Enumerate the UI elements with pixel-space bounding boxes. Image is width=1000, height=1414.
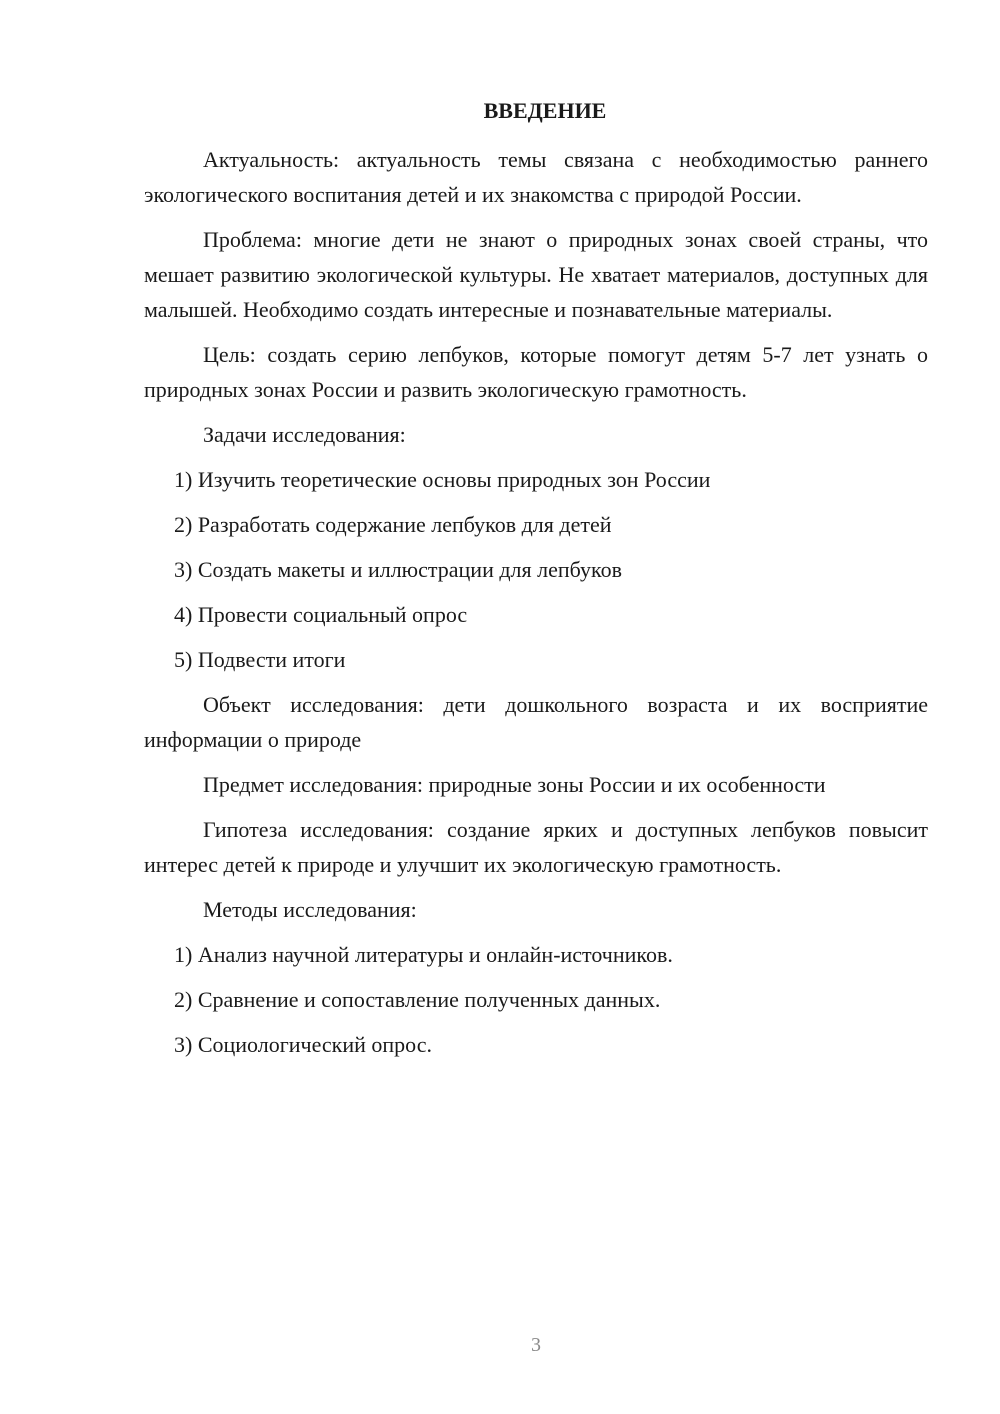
tasks-title: Задачи исследования: — [203, 422, 406, 447]
document-page — [144, 96, 928, 1072]
tasks-list — [144, 462, 928, 677]
task-item: 1) Изучить теоретические основы природных зон России — [174, 467, 711, 492]
method-item: 2) Сравнение и сопоставление полученных данных. — [174, 987, 661, 1012]
method-item: 1) Анализ научной литературы и онлайн-источников. — [174, 942, 673, 967]
method-item: 3) Социологический опрос. — [174, 1032, 432, 1057]
relevance-paragraph: Актуальность: актуальность темы связана с необходимостью раннего экологического воспитания детей и их знакомства с природой России. — [144, 147, 928, 207]
object-paragraph: Объект исследования: дети дошкольного возраста и их восприятие информации о природе — [144, 692, 928, 752]
methods-list — [144, 937, 928, 1062]
task-item: 3) Создать макеты и иллюстрации для лепбуков — [174, 557, 622, 582]
task-item: 4) Провести социальный опрос — [174, 602, 468, 627]
section-heading: ВВЕДЕНИЕ — [483, 98, 607, 123]
problem-paragraph: Проблема: многие дети не знают о природных зонах своей страны, что мешает развитию экологической культуры. Не хватает материалов, доступных для малышей. Необходимо создать интересные и познавательные материалы. — [144, 227, 928, 322]
methods-title: Методы исследования: — [203, 897, 417, 922]
task-item: 2) Разработать содержание лепбуков для детей — [174, 512, 612, 537]
goal-paragraph: Цель: создать серию лепбуков, которые помогут детям 5-7 лет узнать о природных зонах России и развить экологическую грамотность. — [144, 342, 928, 402]
page-number: 3 — [531, 1334, 541, 1356]
subject-paragraph: Предмет исследования: природные зоны России и их особенности — [203, 772, 826, 797]
hypothesis-paragraph: Гипотеза исследования: создание ярких и доступных лепбуков повысит интерес детей к природе и улучшит их экологическую грамотность. — [144, 817, 928, 877]
task-item: 5) Подвести итоги — [174, 647, 346, 672]
